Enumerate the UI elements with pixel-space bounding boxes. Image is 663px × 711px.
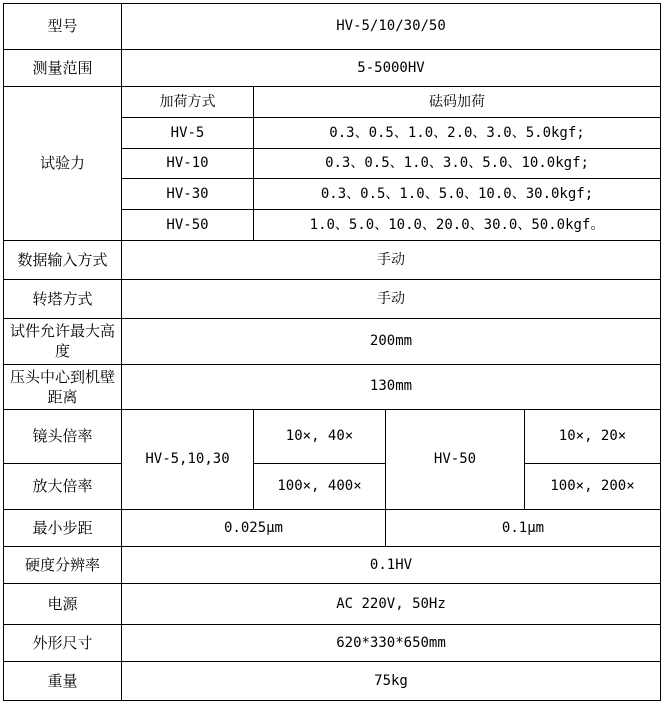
row-weight: [4, 662, 661, 701]
force-hv5-key: HV-5: [122, 118, 254, 149]
force-loading-mode-value: 砝码加荷: [254, 87, 661, 118]
total-magnification-label: 放大倍率: [4, 464, 122, 510]
min-step-value-group2: 0.1μm: [386, 510, 661, 547]
power-label: 电源: [4, 584, 122, 625]
row-model: [4, 4, 661, 50]
measure-range-value: 5-5000HV: [122, 50, 661, 87]
row-total-magnification: [4, 464, 661, 510]
force-hv50-value: 1.0、5.0、10.0、20.0、30.0、50.0kgf。: [254, 210, 661, 241]
min-step-value-group1: 0.025μm: [122, 510, 386, 547]
hardness-resolution-value: 0.1HV: [122, 547, 661, 584]
model-value: HV-5/10/30/50: [122, 4, 661, 50]
row-lens-magnification: [4, 410, 661, 464]
min-step-label: 最小步距: [4, 510, 122, 547]
force-hv50-key: HV-50: [122, 210, 254, 241]
dimensions-value: 620*330*650mm: [122, 625, 661, 662]
indenter-to-wall-label: 压头中心到机壁距离: [4, 364, 122, 410]
turret-label: 转塔方式: [4, 280, 122, 319]
magnification-group2-total: 100×, 200×: [525, 464, 661, 510]
dimensions-label: 外形尺寸: [4, 625, 122, 662]
row-max-specimen-height: [4, 319, 661, 365]
force-hv30-value: 0.3、0.5、1.0、5.0、10.0、30.0kgf;: [254, 179, 661, 210]
row-hardness-resolution: [4, 547, 661, 584]
weight-label: 重量: [4, 662, 122, 701]
power-value: AC 220V, 50Hz: [122, 584, 661, 625]
row-turret: [4, 280, 661, 319]
turret-value: 手动: [122, 280, 661, 319]
force-hv5-value: 0.3、0.5、1.0、2.0、3.0、5.0kgf;: [254, 118, 661, 149]
data-input-label: 数据输入方式: [4, 241, 122, 280]
row-force-header: [4, 87, 661, 118]
force-hv10-key: HV-10: [122, 149, 254, 179]
magnification-group2-lens: 10×, 20×: [525, 410, 661, 464]
spec-table: [3, 3, 661, 701]
lens-magnification-label: 镜头倍率: [4, 410, 122, 464]
magnification-group2-model: HV-50: [386, 410, 525, 510]
hardness-resolution-label: 硬度分辨率: [4, 547, 122, 584]
row-power: [4, 584, 661, 625]
magnification-group1-model: HV-5,10,30: [122, 410, 254, 510]
weight-value: 75kg: [122, 662, 661, 701]
magnification-group1-total: 100×, 400×: [254, 464, 386, 510]
test-force-label: 试验力: [4, 87, 122, 241]
max-specimen-height-label: 试件允许最大高度: [4, 319, 122, 365]
magnification-group1-lens: 10×, 40×: [254, 410, 386, 464]
row-min-step: [4, 510, 661, 547]
data-input-value: 手动: [122, 241, 661, 280]
force-hv10-value: 0.3、0.5、1.0、3.0、5.0、10.0kgf;: [254, 149, 661, 179]
max-specimen-height-value: 200mm: [122, 319, 661, 365]
force-hv30-key: HV-30: [122, 179, 254, 210]
force-loading-mode-key: 加荷方式: [122, 87, 254, 118]
indenter-to-wall-value: 130mm: [122, 364, 661, 410]
row-dimensions: [4, 625, 661, 662]
row-data-input: [4, 241, 661, 280]
row-indenter-to-wall: [4, 364, 661, 410]
model-label: 型号: [4, 4, 122, 50]
row-measure-range: [4, 50, 661, 87]
measure-range-label: 测量范围: [4, 50, 122, 87]
